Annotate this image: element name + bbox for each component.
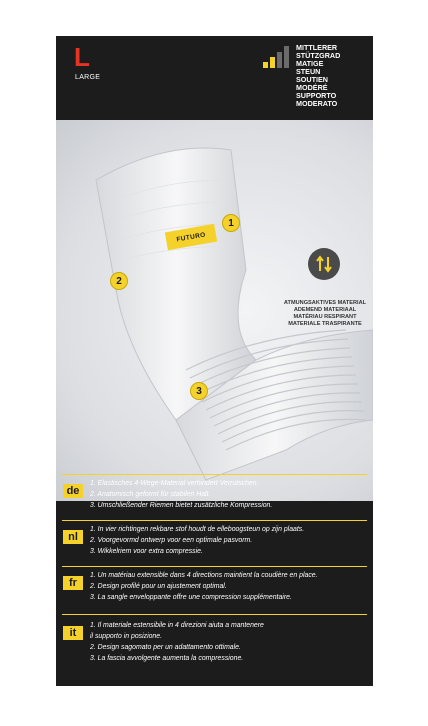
lang-badge-it: it bbox=[63, 626, 83, 640]
callout-3: 3 bbox=[190, 382, 208, 400]
lang-badge-nl: nl bbox=[63, 530, 83, 544]
breathable-arrows-icon bbox=[308, 248, 340, 280]
divider bbox=[62, 474, 367, 475]
product-photo bbox=[56, 120, 373, 501]
support-level-bars-icon bbox=[263, 46, 289, 68]
size-letter: L bbox=[74, 42, 90, 72]
product-package: L LARGE MITTLERER STÜTZGRAD MATIGE STEUN SOUTIEN MODÉRÉ SUPPORTO MODERATO FUTURO 1 2 3 ATMUNGSAKTIVES MATERIAL ADEMEND MATERIAAL MATÉRIAU RESPIRANT MATERIALE TRASPIRANTE de 1. Elastisches 4-Wege-Material verhindert Verrutschen. 2. Anatomisch geformt für stabilen Halt. 3. Umschließender Riemen bietet zusätzliche Kompression. nl 1. In vier richtingen rekbare stof houdt de elleboogsteun op zijn plaats. 2. Voorgevormd ontwerp voor een optimale pasvorm. 3. Wikkelriem voor extra compressie. fr 1. Un matériau extensible dans 4 directions maintient la coudière en place. 2. Design profilé pour un ajustement optimal. 3. La sangle enveloppante offre une compression supplémentaire. it 1. Il materiale estensibile in 4 direzioni aiuta a mantenere il supporto in posizione. 2. Design sagomato per un adattamento ottimale. 3. La fascia avvolgente aumenta la compressione. bbox=[56, 36, 373, 686]
callout-1: 1 bbox=[222, 214, 240, 232]
size-label: LARGE bbox=[75, 74, 101, 81]
breathable-material-text: ATMUNGSAKTIVES MATERIAL ADEMEND MATERIAAL MATÉRIAU RESPIRANT MATERIALE TRASPIRANTE bbox=[283, 300, 367, 327]
lang-badge-de: de bbox=[63, 484, 83, 498]
callout-2: 2 bbox=[110, 272, 128, 290]
divider bbox=[62, 614, 367, 615]
divider bbox=[62, 520, 367, 521]
divider bbox=[62, 566, 367, 567]
support-level-text: MITTLERER STÜTZGRAD MATIGE STEUN SOUTIEN MODÉRÉ SUPPORTO MODERATO bbox=[296, 43, 341, 108]
brand-tag: FUTURO bbox=[165, 224, 217, 250]
lang-badge-fr: fr bbox=[63, 576, 83, 590]
